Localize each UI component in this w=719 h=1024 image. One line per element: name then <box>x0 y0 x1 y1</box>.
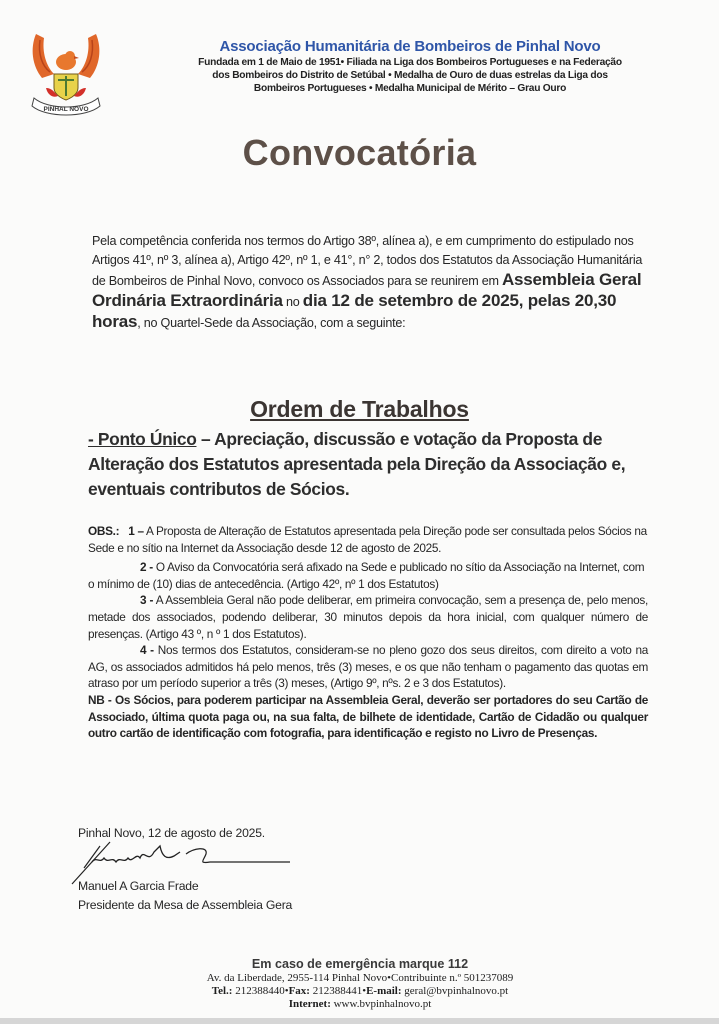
obs-item-number: 4 - <box>140 643 154 658</box>
signatory-name: Manuel A Garcia Frade <box>78 879 199 893</box>
intro-text-2: no <box>282 295 303 309</box>
obs-item-2 <box>88 559 648 592</box>
obs-item-4 <box>88 642 648 692</box>
agenda-point-text: – Apreciação, discussão e votação da Proposta de Alteração dos Estatutos apresentada pela Direção da Associação e, eventuais contributos de Sócios. <box>88 429 626 499</box>
website-link[interactable]: www.bvpinhalnovo.pt <box>330 998 432 1010</box>
address-line: Av. da Liberdade, 2955-114 Pinhal Novo•Contribuinte n.º 501237089 <box>206 972 514 984</box>
nb-note: NB - Os Sócios, para poderem participar na Assembleia Geral, deverão ser portadores do seu Cartão de Associado, última quota paga ou, na sua falta, de bilhete de identidade, Cartão de Cidadão ou qualquer outro cartão de identificação com fotografia, para identificação e registo no Livro de Presenças. <box>88 692 648 741</box>
fax-value: 212388441• <box>309 985 367 997</box>
obs-item-text: A Proposta de Alteração de Estatutos apresentada pela Direção pode ser consultada pelos Sócios na Sede e no sítio na Internet da Associação desde 12 de agosto de 2025. <box>88 524 647 555</box>
obs-label: OBS.: <box>88 524 120 538</box>
letterhead <box>150 38 670 95</box>
place-date: Pinhal Novo, 12 de agosto de 2025. <box>78 826 265 840</box>
obs-item-text: Nos termos dos Estatutos, consideram-se no pleno gozo dos seus direitos, com direito a voto na AG, os associados admitidos há pelo menos, três (3) meses, e os que não tenham o pagamento das quotas em atraso por um período superior a três (3) meses, (Artigo 9º, nºs. 2 e 3 dos Estatutos). <box>88 643 649 691</box>
intro-text-1: Pela competência conferida nos termos do Artigo 38º, alínea a), e em cumprimento do estipulado nos Artigos 41º, nº 3, alínea a), Artigo 42º, nº 1, e 41°, n° 2, todos dos Estatutos da Associação Humanitária de Bombeiros de Pinhal Novo, convoco os Associados para se reunirem em <box>92 234 643 288</box>
intro-paragraph <box>92 232 647 333</box>
agenda-title: Ordem de Trabalhos <box>250 396 469 422</box>
intro-text-3: , no Quartel-Sede da Associação, com a seguinte: <box>137 316 406 330</box>
footer <box>130 957 590 1011</box>
organization-name: Associação Humanitária de Bombeiros de Pinhal Novo <box>219 38 601 55</box>
contact-line <box>130 985 590 998</box>
fire-brigade-eagle-logo <box>28 26 104 120</box>
internet-line <box>130 998 590 1011</box>
obs-item-3 <box>88 592 648 642</box>
obs-item-number: 2 - <box>140 560 153 575</box>
logo-banner-text: PINHAL NOVO <box>43 106 89 113</box>
organization-subline-1: Fundada em 1 de Maio de 1951• Filiada na Liga dos Bombeiros Portugueses e na Federação <box>198 57 622 68</box>
email-link[interactable]: geral@bvpinhalnovo.pt <box>401 985 509 997</box>
obs-item-number: 1 – <box>128 524 144 538</box>
agenda-point <box>88 427 648 502</box>
signatory-role: Presidente da Mesa de Assembleia Gera <box>78 898 293 912</box>
tel-value: 212388440• <box>232 985 289 997</box>
obs-item-text: A Assembleia Geral não pode deliberar, em primeira convocação, sem a presença de, pelo menos, metade dos associados, podendo deliberar, 30 minutos depois da hora inicial, com qualquer número de presenças. (Artigo 43 º, n º 1 dos Estatutos). <box>88 593 648 641</box>
organization-subline-2: dos Bombeiros do Distrito de Setúbal • Medalha de Ouro de duas estrelas da Liga dos <box>212 70 608 81</box>
obs-item-1 <box>88 523 648 556</box>
obs-item-number: 3 - <box>140 593 154 608</box>
obs-item-text: O Aviso da Convocatória será afixado na Sede e publicado no sítio da Associação na Internet, com o mínimo de (10) dias de antecedência. (Artigo 42º, nº 1 dos Estatutos) <box>88 560 645 591</box>
organization-subline-3: Bombeiros Portugueses • Medalha Municipal de Mérito – Grau Ouro <box>253 83 567 94</box>
fax-label: Fax: <box>288 985 310 997</box>
observations <box>88 523 648 742</box>
assembly-type: Assembleia Geral Ordinária Extraordinária <box>92 270 642 310</box>
email-label: E-mail: <box>366 985 402 997</box>
page-bottom-edge <box>0 1018 719 1024</box>
handwritten-signature <box>70 838 300 886</box>
document-title: Convocatória <box>242 132 477 173</box>
agenda-point-label: - Ponto Único <box>88 429 197 449</box>
meeting-date-time: dia 12 de setembro de 2025, pelas 20,30 horas <box>92 291 617 331</box>
emergency-notice: Em caso de emergência marque 112 <box>251 957 469 971</box>
internet-label: Internet: <box>288 998 331 1010</box>
tel-label: Tel.: <box>211 985 233 997</box>
